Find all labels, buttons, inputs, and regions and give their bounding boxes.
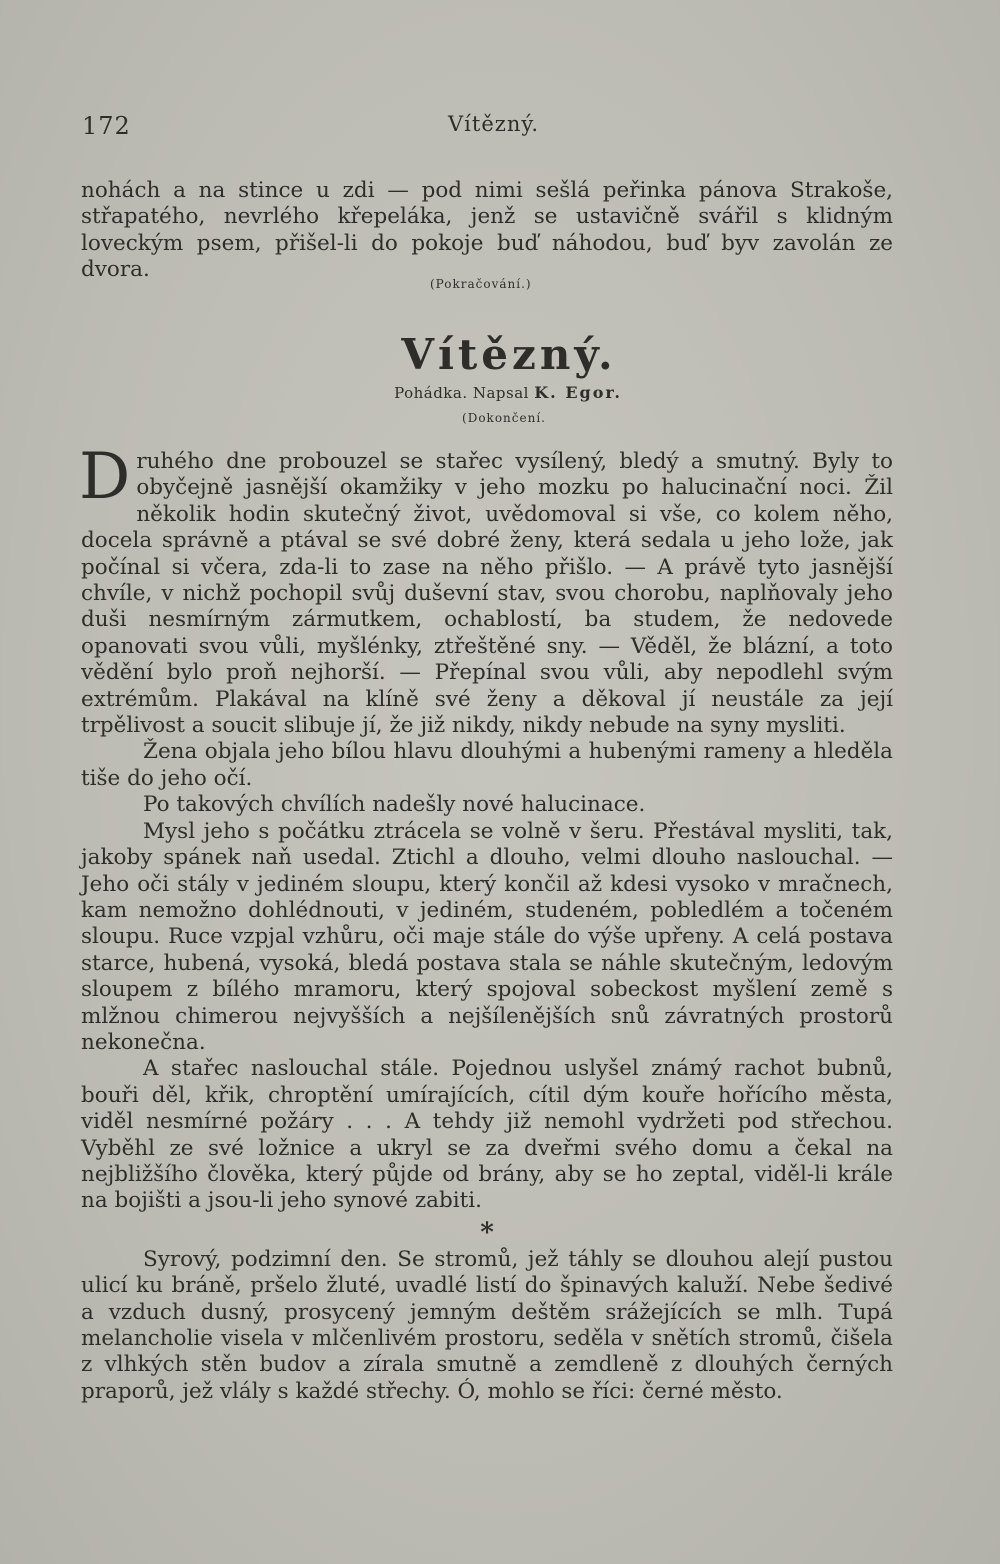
- body-paragraph: A stařec naslouchal stále. Pojednou uslyšel známý rachot bubnů, bouři děl, křik, chroptění umírajících, cítil dým kouře hořícího města, viděl nesmírné požáry . . . A tehdy již nemohl vydržeti pod střechou. Vyběhl ze své ložnice a ukryl se za dveřmi svého domu a čekal na nejbližšího člověka, který půjde od brány, aby se ho zeptal, viděl-li krále na bojišti a jsou-li jeho synové zabiti.: [81, 1056, 893, 1214]
- body-paragraph: Mysl jeho s počátku ztrácela se volně v šeru. Přestával mysliti, tak, jakoby spánek naň usedal. Ztichl a dlouho, velmi dlouho naslouchal. — Jeho oči stály v jediném sloupu, který končil až kdesi vysoko v mračnech, kam nemožno dohlédnouti, v jediném, studeném, pobledlém a točeném sloupu. Ruce vzpjal vzhůru, oči maje stále do výše upřeny. A celá postava starce, hubená, vysoká, bledá postava stala se náhle skutečným, ledovým sloupem z bílého mramoru, který spojoval sobeckost myšlení země s mlžnou chimerou nejvyšších a nejšílenějších snů závratných prostorů nekonečna.: [81, 818, 893, 1055]
- previous-story-ending: [81, 178, 893, 284]
- article-title: Vítězný.: [401, 330, 617, 379]
- body-paragraph: Po takových chvílích nadešly nové halucinace.: [143, 792, 646, 818]
- page-number: 172: [82, 112, 131, 140]
- final-paragraph: Syrový, podzimní den. Se stromů, jež táhly se dlouhou alejí pustou ulicí ku bráně, pršelo žluté, uvadlé listí do špinavých kaluží. Nebe šedivé a vzduch dusný, prosycený jemným deštěm srážejících se mlh. Tupá melancholie visela v mlčenlivém prostoru, seděla v snětích stromů, čišela z vlhkých stěn budov a zírala smutně a zemdleně z dlouhých černých praporů, jež vlály s každé střechy. Ó, mohlo se říci: černé město.: [81, 1246, 893, 1404]
- subtitle-prefix: Pohádka. Napsal: [394, 384, 529, 402]
- first-paragraph-text: ruhého dne probouzel se stařec vysílený, bledý a smutný. Byly to obyčejně jasnější okamžiky v jeho mozku po halucinační noci. Žil několik hodin skutečný život, uvědomoval si vše, co kolem něho, docela správně a ptával se své dobré ženy, která sedala u jeho lože, jak počínal si včera, zda-li to zase na něho přišlo. — A právě tyto jasnější chvíle, v nichž pochopil svůj duševní stav, svou chorobu, naplňovaly jeho duši nesmírným zármutkem, ochablostí, ba studem, že nedovede opanovati svou vůli, myšlénky, ztřeštěné sny. — Věděl, že blázní, a toto vědění bylo proň nejhorší. — Přepínal svou vůli, aby nepodlehl svým extrémům. Plakával na klíně své ženy a děkoval jí neustále za její trpělivost a soucit slibuje jí, že již nikdy, nikdy nebude na syny mysliti.: [81, 449, 893, 739]
- page-header: [82, 112, 912, 142]
- drop-cap: D: [79, 440, 131, 514]
- body-paragraph: Žena objala jeho bílou hlavu dlouhými a hubenými rameny a hleděla tiše do jeho očí.: [81, 739, 893, 791]
- continuation-note: (Pokračování.): [430, 277, 532, 291]
- section-separator: *: [480, 1217, 494, 1248]
- first-paragraph: [79, 440, 893, 739]
- conclusion-note: (Dokončení.: [462, 411, 546, 425]
- author-name: K. Egor.: [534, 383, 622, 402]
- intro-paragraph: nohách a na stince u zdi — pod nimi sešlá peřinka pánova Strakoše, střapatého, nevrlého křepeláka, jenž se ustavičně svářil s klidným loveckým psem, přišel-li do pokoje buď náhodou, buď byv zavolán ze dvora.: [81, 178, 893, 283]
- running-title: Vítězný.: [448, 112, 540, 136]
- article-subtitle: [0, 383, 1000, 402]
- article-body: [79, 440, 893, 1405]
